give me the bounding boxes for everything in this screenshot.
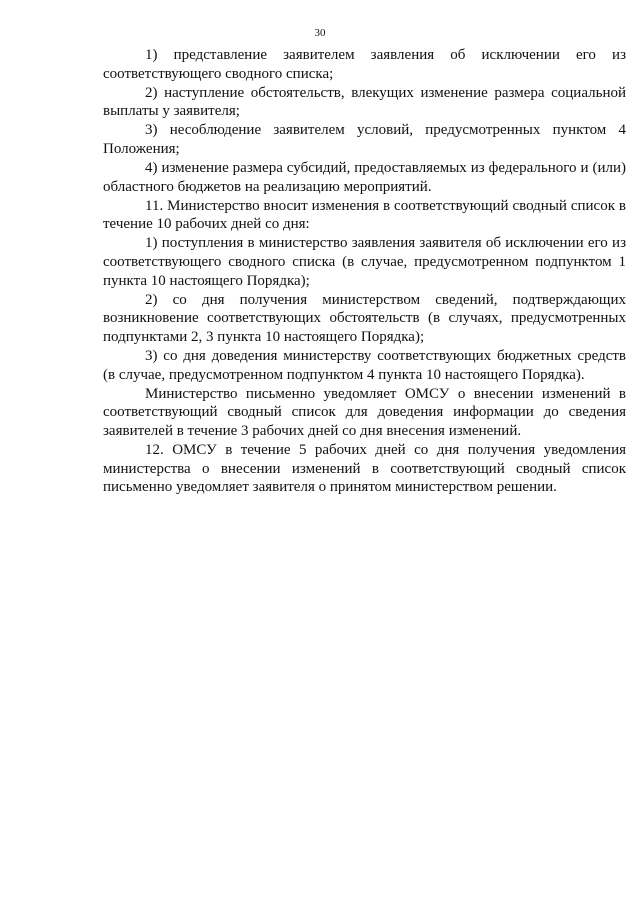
paragraph-item-3-noncompliance: 3) несоблюдение заявителем условий, предусмотренных пунктом 4 Положения;	[103, 122, 626, 157]
paragraph-item-2-circumstances: 2) наступление обстоятельств, влекущих изменение размера социальной выплаты у заявителя;	[103, 84, 626, 120]
paragraph-ministry-notice: Министерство письменно уведомляет ОМСУ о внесении изменений в соответствующий сводный список для доведения информации до сведения заявителей в течение 3 рабочих дней со дня внесения изменений.	[103, 385, 626, 439]
paragraph-item-4-subsidies: 4) изменение размера субсидий, предоставляемых из федерального и (или) областного бюджетов на реализацию мероприятий.	[103, 160, 626, 195]
page-number: 30	[314, 27, 326, 39]
document-body	[103, 46, 626, 497]
paragraph-clause-11-item-1: 1) поступления в министерство заявления заявителя об исключении его из соответствующего сводного списка (в случае, предусмотренном подпунктом 1 пункта 10 настоящего Порядка);	[103, 235, 626, 289]
paragraph-clause-11: 11. Министерство вносит изменения в соответствующий сводный список в течение 10 рабочих дней со дня:	[103, 197, 626, 233]
paragraph-clause-12: 12. ОМСУ в течение 5 рабочих дней со дня получения уведомления министерства о внесении изменений в соответствующий сводный список письменно уведомляет заявителя о принятом министерством решении.	[103, 441, 626, 496]
paragraph-clause-11-item-2: 2) со дня получения министерством сведений, подтверждающих возникновение соответствующих обстоятельств (в случаях, предусмотренных подпунктами 2, 3 пункта 10 настоящего Порядка);	[103, 291, 626, 345]
paragraph-item-1-submission: 1) представление заявителем заявления об исключении его из соответствующего сводного списка;	[103, 47, 626, 82]
paragraph-clause-11-item-3: 3) со дня доведения министерству соответствующих бюджетных средств (в случае, предусмотренном подпунктом 4 пункта 10 настоящего Порядка).	[103, 348, 626, 383]
